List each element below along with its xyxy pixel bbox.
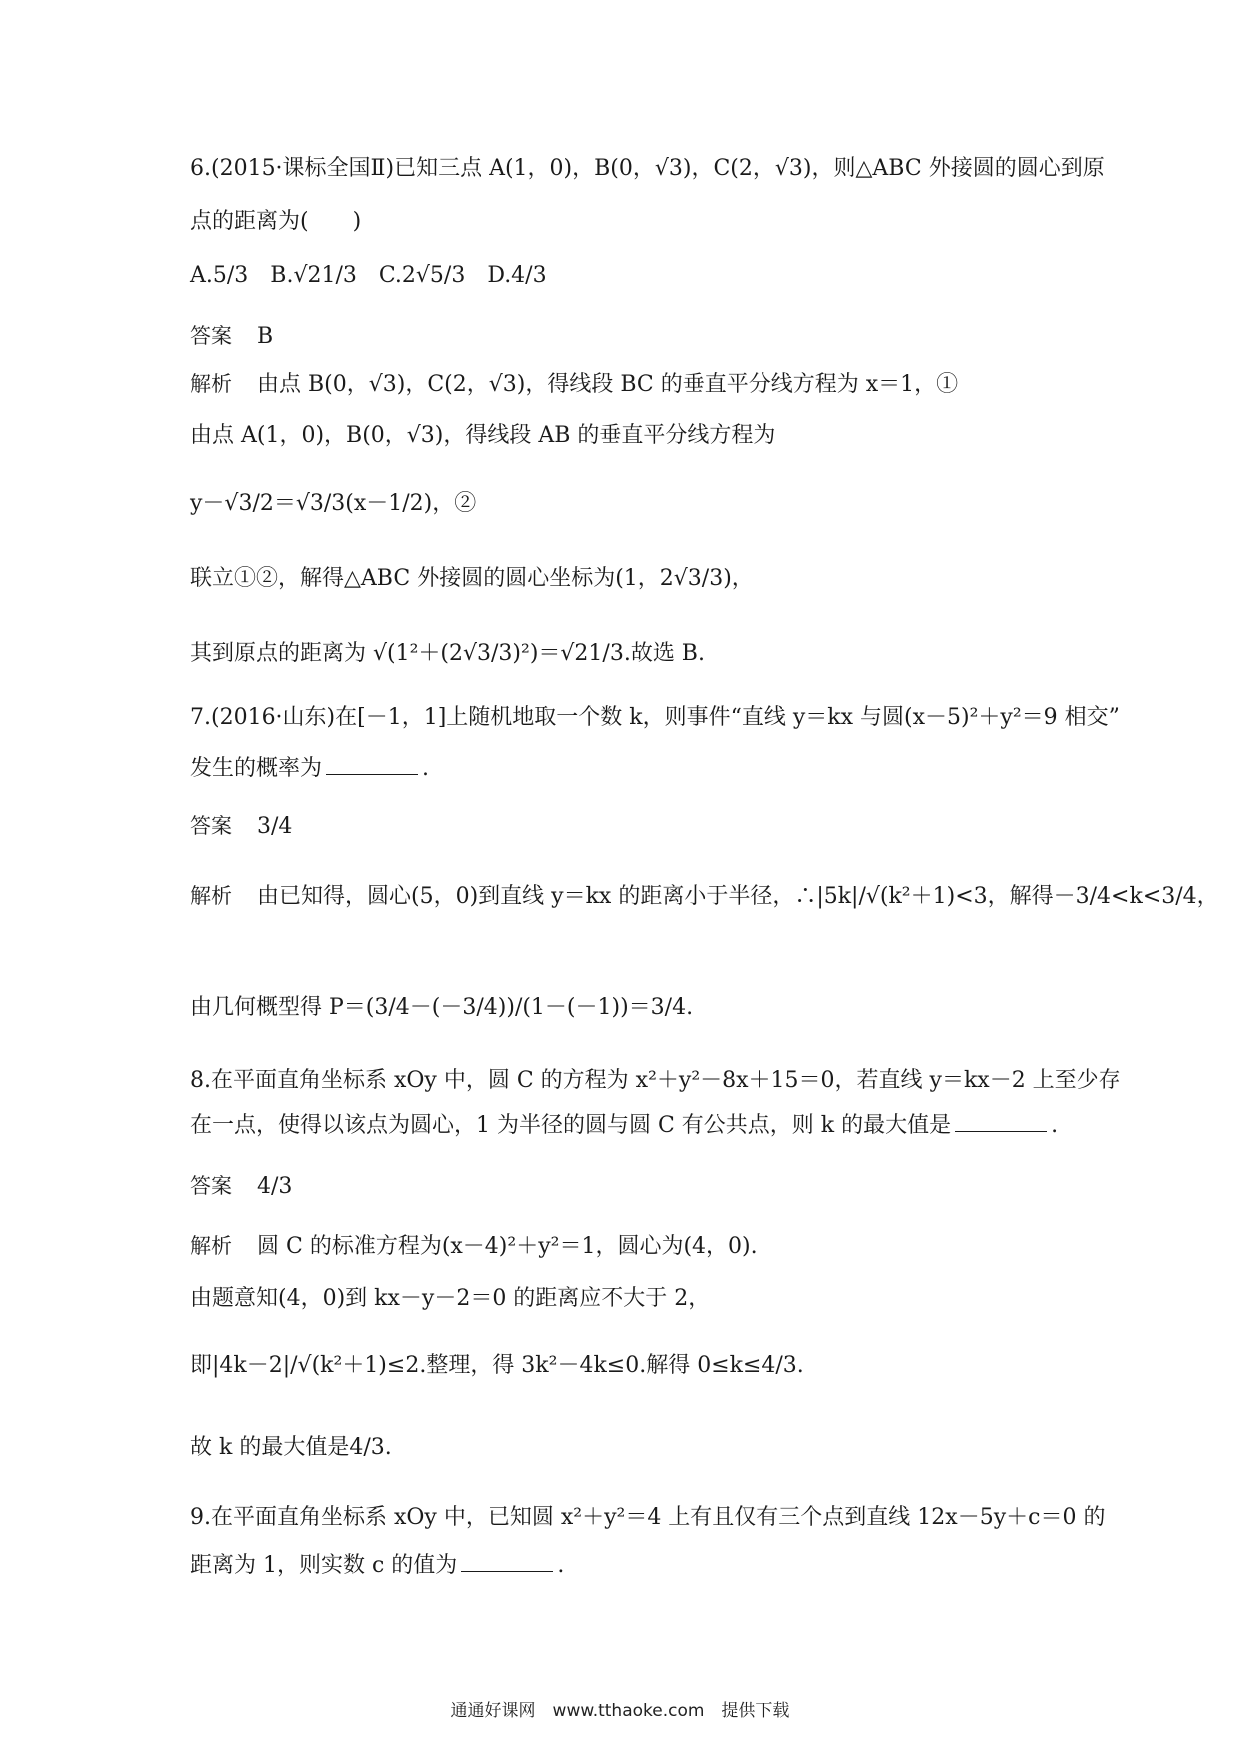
q7-stem-line2	[190, 753, 1060, 785]
q8-stem-text: 在一点，使得以该点为圆心，1 为半径的圆与圆 C 有公共点，则 k 的最大值是	[190, 1113, 952, 1138]
answer-value: 4/3	[257, 1174, 293, 1199]
answer-label: 答案	[190, 1174, 232, 1198]
answer-value: B	[257, 324, 274, 349]
answer-blank	[326, 754, 418, 775]
q6-options: A.5/3 B.√21/3 C.2√5/3 D.4/3	[190, 263, 547, 288]
q7-answer	[190, 810, 1060, 843]
q7-analysis-line2: 由几何概型得 P＝(3/4－(－3/4))/(1－(－1))＝3/4.	[190, 995, 694, 1020]
q8-analysis-line4: 故 k 的最大值是4/3.	[190, 1435, 392, 1460]
q9-stem-line1: 9.在平面直角坐标系 xOy 中，已知圆 x²＋y²＝4 上有且仅有三个点到直线 12x－5y＋c＝0 的	[190, 1505, 1106, 1530]
q9-stem-line2	[190, 1550, 1060, 1582]
q7-stem-text: 发生的概率为	[190, 756, 323, 781]
analysis-label: 解析	[190, 884, 232, 908]
q8-analysis-line3: 即|4k－2|/√(k²＋1)≤2.整理，得 3k²－4k≤0.解得 0≤k≤4/3.	[190, 1353, 804, 1378]
q8-stem-line1: 8.在平面直角坐标系 xOy 中，圆 C 的方程为 x²＋y²－8x＋15＝0，若直线 y＝kx－2 上至少存	[190, 1068, 1121, 1093]
q7-analysis-line1	[190, 880, 1219, 913]
answer-value: 3/4	[257, 814, 293, 839]
answer-label: 答案	[190, 324, 232, 348]
q6-analysis-line3: y－√3/2＝√3/3(x－1/2)，②	[190, 491, 477, 516]
answer-blank	[461, 1551, 553, 1572]
analysis-label: 解析	[190, 1234, 232, 1258]
answer-blank	[955, 1111, 1047, 1132]
analysis-text: 圆 C 的标准方程为(x－4)²＋y²＝1，圆心为(4，0).	[257, 1234, 758, 1259]
page-footer: 通通好课网 www.tthaoke.com 提供下载	[450, 1701, 790, 1721]
q6-analysis-line5: 其到原点的距离为 √(1²＋(2√3/3)²)＝√21/3.故选 B.	[190, 641, 705, 666]
q6-analysis-line4: 联立①②，解得△ABC 外接圆的圆心坐标为(1，2√3/3)，	[190, 566, 754, 591]
analysis-text: 由已知得，圆心(5，0)到直线 y＝kx 的距离小于半径，∴|5k|/√(k²＋1)<3，解得－3/4<k<3/4，	[257, 884, 1219, 909]
q6-stem-line2: 点的距离为( )	[190, 209, 362, 234]
q6-answer	[190, 320, 1060, 353]
q8-analysis-line2: 由题意知(4，0)到 kx－y－2＝0 的距离应不大于 2，	[190, 1286, 711, 1311]
q6-analysis-line2: 由点 A(1，0)，B(0，√3)，得线段 AB 的垂直平分线方程为	[190, 423, 776, 448]
q9-stem-text: 距离为 1，则实数 c 的值为	[190, 1553, 458, 1578]
q6-analysis-line1	[190, 368, 1060, 401]
analysis-text: 由点 B(0，√3)，C(2，√3)，得线段 BC 的垂直平分线方程为 x＝1，①	[257, 372, 959, 397]
answer-label: 答案	[190, 814, 232, 838]
q9-stem-end: .	[557, 1553, 565, 1578]
q8-analysis-line1	[190, 1230, 1060, 1263]
q8-stem-line2	[190, 1110, 1060, 1142]
q7-stem-end: .	[422, 756, 430, 781]
analysis-label: 解析	[190, 372, 232, 396]
q6-stem-line1: 6.(2015·课标全国Ⅱ)已知三点 A(1，0)，B(0，√3)，C(2，√3)，则△ABC 外接圆的圆心到原	[190, 156, 1105, 181]
q8-answer	[190, 1170, 1060, 1203]
q7-stem-line1: 7.(2016·山东)在[－1，1]上随机地取一个数 k，则事件“直线 y＝kx 与圆(x－5)²＋y²＝9 相交”	[190, 705, 1120, 730]
q8-stem-end: .	[1051, 1113, 1059, 1138]
